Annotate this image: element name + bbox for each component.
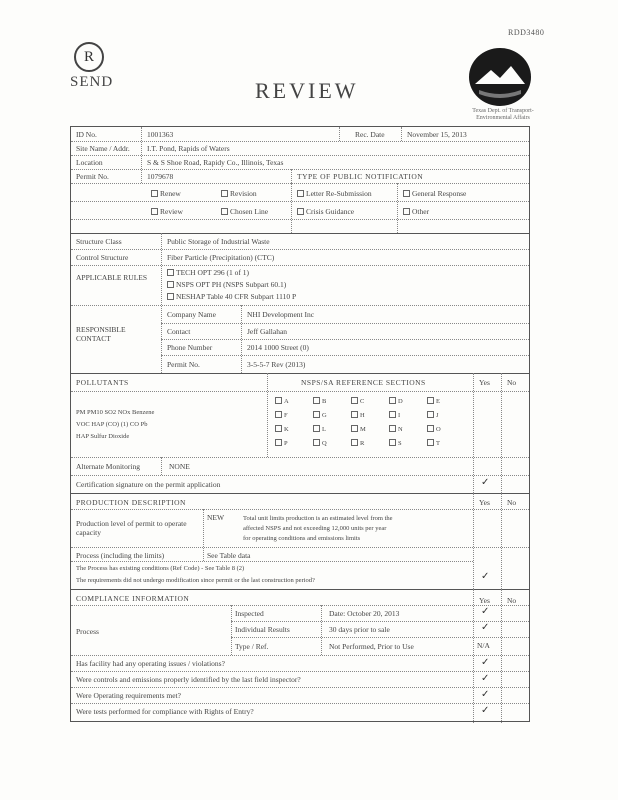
alt-monitoring-label: Alternate Monitoring: [76, 462, 140, 471]
nspa-checkbox-icon: [351, 411, 358, 418]
phone-value: 2014 1000 Street (0): [247, 343, 309, 352]
nspa-cell-j[interactable]: [427, 411, 439, 420]
agency-name: [458, 108, 548, 122]
nspa-header: NSPS/SA REFERENCE SECTIONS: [301, 378, 426, 387]
compliance-header: COMPLIANCE INFORMATION: [76, 594, 190, 603]
nspa-cell-label: O: [436, 426, 441, 433]
question-4-check-icon: ✓: [481, 705, 490, 716]
structure-label: Structure Class: [76, 237, 122, 246]
nspa-checkbox-icon: [351, 425, 358, 432]
process-level-label: Production level of permit to operate capacity: [76, 519, 187, 537]
nspa-cell-k[interactable]: [275, 425, 289, 434]
nspa-cell-label: P: [284, 440, 288, 447]
question-3: Were Operating requirements met?: [76, 691, 181, 700]
renew-option[interactable]: [151, 189, 181, 198]
question-1-check-icon: ✓: [481, 657, 490, 668]
inspected-check-icon: ✓: [481, 606, 490, 617]
review-option[interactable]: [151, 207, 183, 216]
agency-line-2: Environmental Affairs: [476, 115, 530, 121]
compliance-no-header: No: [507, 596, 517, 605]
rule-3[interactable]: [167, 292, 296, 301]
company-label: Company Name: [167, 310, 216, 319]
nspa-cell-b[interactable]: [313, 397, 326, 406]
certification-check-icon: ✓: [481, 477, 490, 488]
pollutants-header: POLLUTANTS: [76, 378, 129, 387]
nspa-cell-label: I: [398, 412, 401, 419]
type-header: TYPE OF PUBLIC NOTIFICATION: [297, 172, 424, 181]
nspa-cell-f[interactable]: [275, 411, 288, 420]
process-text-2: affected NSPS and not exceeding 12,000 units per year: [243, 525, 387, 532]
nspa-checkbox-icon: [275, 411, 282, 418]
question-2-check-icon: ✓: [481, 673, 490, 684]
nspa-cell-c[interactable]: [351, 397, 364, 406]
nspa-checkbox-icon: [427, 397, 434, 404]
process-limits-label: Process (including the limits): [76, 551, 165, 560]
nspa-cell-label: J: [436, 412, 439, 419]
nspa-checkbox-icon: [427, 439, 434, 446]
resubmission-option[interactable]: [297, 189, 372, 198]
type-ref-label: Type / Ref.: [235, 642, 269, 651]
individual-value: 30 days prior to sale: [329, 625, 390, 634]
nspa-cell-e[interactable]: [427, 397, 440, 406]
id-value: 1001363: [147, 130, 174, 139]
received-stamp: R: [74, 42, 104, 72]
individual-label: Individual Results: [235, 625, 290, 634]
control-label: Control Structure: [76, 253, 129, 262]
nspa-cell-label: G: [322, 412, 327, 419]
process-text-1: Total unit limits production is an estimated level from the: [243, 515, 393, 522]
nspa-checkbox-icon: [275, 425, 282, 432]
process-text-3: for operating conditions and emissions limits: [243, 535, 361, 542]
permit-value: 1079678: [147, 172, 174, 181]
permit2-value: 3-5-5-7 Rev (2013): [247, 360, 306, 369]
nspa-cell-label: B: [322, 398, 327, 405]
rule-1-label: TECH OPT 296 (1 of 1): [176, 268, 249, 277]
nspa-cell-label: H: [360, 412, 365, 419]
nspa-cell-label: C: [360, 398, 365, 405]
nspa-cell-s[interactable]: [389, 439, 402, 448]
date-label: Rec. Date: [355, 130, 385, 139]
process-code: NEW: [207, 513, 225, 522]
general-response-label: General Response: [412, 189, 467, 198]
nspa-cell-label: N: [398, 426, 403, 433]
agency-line-1: Texas Dept. of Transport-: [472, 108, 534, 114]
nspa-cell-label: E: [436, 398, 440, 405]
revision-label: Revision: [230, 189, 257, 198]
nspa-checkbox-icon: [313, 397, 320, 404]
nspa-checkbox-icon: [275, 439, 282, 446]
compliance-process-label: Process: [76, 627, 99, 636]
general-response-option[interactable]: [403, 189, 466, 198]
certification-question: Certification signature on the permit application: [76, 480, 221, 489]
nspa-cell-label: L: [322, 426, 326, 433]
production-header: PRODUCTION DESCRIPTION: [76, 498, 186, 507]
other-label: Other: [412, 207, 430, 216]
production-yes-header: Yes: [479, 498, 490, 507]
pollutants-no-header: No: [507, 378, 517, 387]
nspa-cell-r[interactable]: [351, 439, 364, 448]
other-option[interactable]: [403, 207, 429, 216]
nspa-cell-label: A: [284, 398, 289, 405]
chosen-line-option[interactable]: [221, 207, 268, 216]
pollutant-line-1: PM PM10 SO2 NOx Benzene: [76, 409, 155, 416]
question-2: Were controls and emissions properly identified by the last field inspector?: [76, 675, 301, 684]
nspa-checkbox-icon: [427, 425, 434, 432]
nspa-cell-label: K: [284, 426, 289, 433]
nspa-checkbox-icon: [389, 425, 396, 432]
resubmission-label: Letter Re-Submission: [306, 189, 372, 198]
question-3-check-icon: ✓: [481, 689, 490, 700]
nspa-checkbox-icon: [389, 397, 396, 404]
compliance-yes-header: Yes: [479, 596, 490, 605]
pollutant-line-2: VOC HAP (CO) (1) CO Pb: [76, 421, 148, 428]
renew-label: Renew: [160, 189, 181, 198]
nspa-cell-label: Q: [322, 440, 327, 447]
rule-1[interactable]: [167, 268, 249, 277]
control-value: Fiber Particle (Precipitation) (CTC): [167, 253, 275, 262]
nspa-cell-label: D: [398, 398, 403, 405]
structure-value: Public Storage of Industrial Waste: [167, 237, 270, 246]
location-value: S & S Shoe Road, Rapidy Co., Illinois, Texas: [147, 158, 284, 167]
crisis-guidance-label: Crisis Guidance: [306, 207, 355, 216]
production-note-1: The Process has existing conditions (Ref Code) - See Table 8 (2): [76, 565, 245, 572]
page-id: RDD3480: [508, 28, 545, 37]
nspa-cell-q[interactable]: [313, 439, 327, 448]
nspa-cell-l[interactable]: [313, 425, 326, 434]
location-label: Location: [76, 158, 103, 167]
rule-2[interactable]: [167, 280, 286, 289]
nspa-checkbox-icon: [427, 411, 434, 418]
nspa-checkbox-icon: [351, 397, 358, 404]
contact-name-label: Contact: [167, 327, 191, 336]
nspa-cell-label: S: [398, 440, 402, 447]
inspected-value: Date: October 20, 2013: [329, 609, 400, 618]
nspa-cell-label: T: [436, 440, 440, 447]
revision-option[interactable]: [221, 189, 257, 198]
alt-monitoring-value: NONE: [169, 462, 190, 471]
nspa-checkbox-icon: [275, 397, 282, 404]
production-note-2: The requirements did not undergo modification since permit or the last construction period?: [76, 577, 315, 584]
nspa-cell-label: M: [360, 426, 366, 433]
nspa-cell-o[interactable]: [427, 425, 441, 434]
send-label: SEND: [70, 74, 114, 90]
nspa-cell-i[interactable]: [389, 411, 400, 420]
type-ref-value: Not Performed, Prior to Use: [329, 642, 414, 651]
id-label: ID No.: [76, 130, 97, 139]
production-no-header: No: [507, 498, 517, 507]
agency-seal-icon: [465, 46, 535, 110]
nspa-cell-label: F: [284, 412, 288, 419]
applicable-rules-label: APPLICABLE RULES: [76, 273, 148, 282]
nspa-checkbox-icon: [313, 425, 320, 432]
pollutants-yes-header: Yes: [479, 378, 490, 387]
crisis-guidance-option[interactable]: [297, 207, 354, 216]
nspa-cell-m[interactable]: [351, 425, 366, 434]
question-4: Were tests performed for compliance with Rights of Entry?: [76, 707, 254, 716]
nspa-checkbox-icon: [313, 411, 320, 418]
date-value: November 15, 2013: [407, 130, 467, 139]
question-1: Has facility had any operating issues / violations?: [76, 659, 225, 668]
nspa-cell-a[interactable]: [275, 397, 289, 406]
nspa-cell-label: R: [360, 440, 365, 447]
review-form: [70, 126, 530, 722]
inspected-label: Inspected: [235, 609, 264, 618]
rule-3-label: NESHAP Table 40 CFR Subpart 1110 P: [176, 292, 297, 301]
nspa-checkbox-icon: [389, 411, 396, 418]
permit2-label: Permit No.: [167, 360, 200, 369]
site-label: Site Name / Addr.: [76, 144, 130, 153]
nspa-cell-t[interactable]: [427, 439, 440, 448]
nspa-cell-n[interactable]: [389, 425, 403, 434]
process-limits-value: See Table data: [207, 551, 251, 560]
nspa-cell-g[interactable]: [313, 411, 327, 420]
permit-label: Permit No.: [76, 172, 109, 181]
contact-label: RESPONSIBLE CONTACT: [76, 325, 126, 343]
review-label: Review: [160, 207, 183, 216]
nspa-checkbox-icon: [389, 439, 396, 446]
pollutant-line-3: HAP Sulfur Dioxide: [76, 433, 130, 440]
type-ref-na: N/A: [477, 641, 490, 650]
contact-name-value: Jeff Gallahan: [247, 327, 288, 336]
individual-check-icon: ✓: [481, 622, 490, 633]
company-value: NHI Development Inc: [247, 310, 315, 319]
nspa-checkbox-icon: [313, 439, 320, 446]
nspa-cell-d[interactable]: [389, 397, 403, 406]
nspa-cell-h[interactable]: [351, 411, 365, 420]
nspa-checkbox-icon: [351, 439, 358, 446]
chosen-line-label: Chosen Line: [230, 207, 269, 216]
page-title: REVIEW: [255, 78, 359, 103]
nspa-cell-p[interactable]: [275, 439, 288, 448]
production-check-icon: ✓: [481, 571, 490, 582]
site-value: I.T. Pond, Rapids of Waters: [147, 144, 230, 153]
rule-2-label: NSPS OPT PH (NSPS Subpart 60.1): [176, 280, 287, 289]
phone-label: Phone Number: [167, 343, 213, 352]
